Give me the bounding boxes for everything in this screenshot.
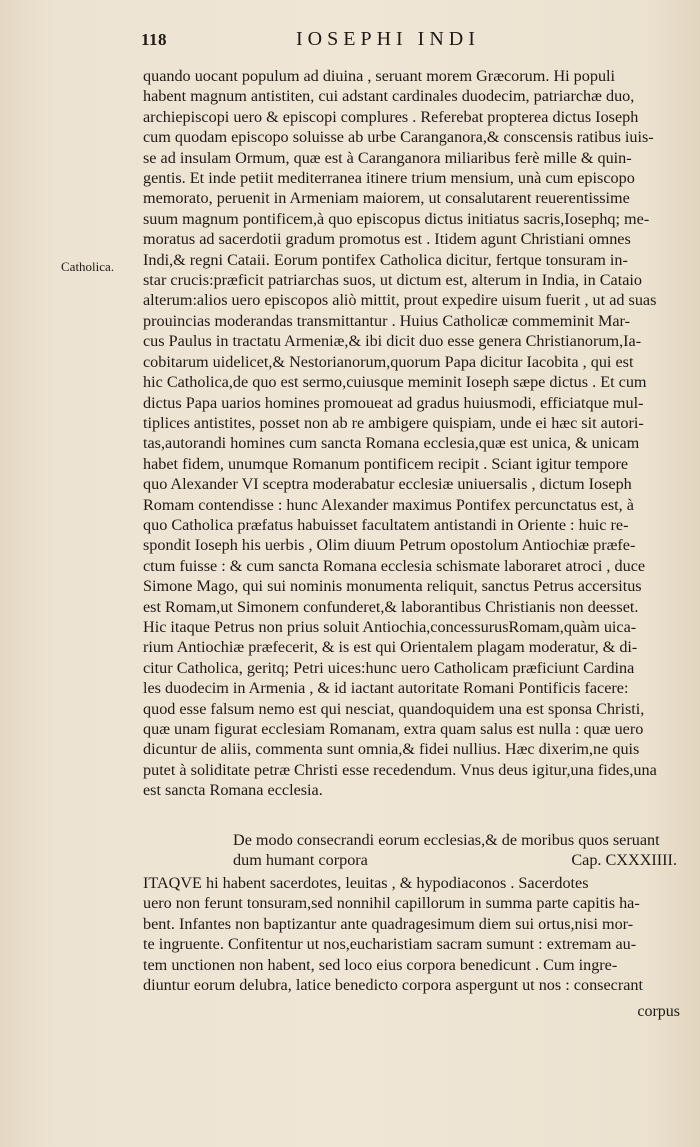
text-line: cobitarum uidelicet,& Nestorianorum,quorum Papa dicitur Iacobita , qui est xyxy=(143,352,634,371)
text-line: cus Paulus in tractatu Armeniæ,& ibi dicit duo esse genera Christianorum,Ia- xyxy=(143,332,642,351)
text-line: diuntur eorum delubra, latice benedicto corpora aspergunt ut nos : consecrant xyxy=(143,976,643,995)
text-line: se ad insulam Ormum, quæ est à Caranganora miliaribus ferè mille & quin- xyxy=(143,148,632,167)
catchword: corpus xyxy=(637,1003,680,1020)
text-line: tas,autorandi homines cum sancta Romana ecclesia,quæ est unica, & unicam xyxy=(143,434,640,453)
text-line: Hic itaque Petrus non prius soluit Antiochia,concessurusRomam,quàm uica- xyxy=(143,617,637,636)
body-text xyxy=(143,66,683,801)
text-line: Romam contendisse : hunc Alexander maximus Pontifex percunctatus est, à xyxy=(143,495,634,514)
text-line: citur Catholica, geritq; Petri uices:hunc uero Catholicam præficiunt Cardina xyxy=(143,658,635,677)
text-line: gentis. Et inde petiit mediterranea itinere trium mensium, unà cum episcopo xyxy=(143,169,635,188)
text-line: quod esse falsum nemo est qui nesciat, quandoquidem una est sponsa Christi, xyxy=(143,699,645,718)
text-line: prouincias moderandas transmittantur . Huius Catholicæ commeminit Mar- xyxy=(143,311,631,330)
text-line: moratus ad sacerdotii gradum promotus est . Itidem agunt Christiani omnes xyxy=(143,230,631,249)
text-line: tem unctionen non habent, sed loco eius corpora benedicunt . Cum ingre- xyxy=(143,955,618,974)
page-header xyxy=(141,28,550,52)
text-line: te ingruente. Confitentur ut nos,eucharistiam sacram sumunt : extremam au- xyxy=(143,935,637,954)
text-line: hic Catholica,de quo est sermo,cuiusque meminit Ioseph sæpe dictus . Et cum xyxy=(143,373,647,392)
text-line: quæ unam figurat ecclesiam Romanam, extra quam salus est nulla : quæ uero xyxy=(143,720,644,738)
text-line: bent. Infantes non baptizantur ante quadragesimum diem sui ortus,nisi mor- xyxy=(143,914,634,933)
text-line: est sancta Romana ecclesia. xyxy=(143,781,323,800)
text-line: Indi,& regni Cataii. Eorum pontifex Catholica dicitur, fertque tonsuram in- xyxy=(143,250,628,269)
text-line: putet à soliditate petræ Christi esse recedendum. Vnus deus igitur,una fides,una xyxy=(143,760,657,779)
chapter-heading xyxy=(233,830,683,871)
text-line: rium Antiochiæ præfecerit, & is est qui Orientalem plagam moderatur, & di- xyxy=(143,638,638,657)
text-line: cum quodam episcopo soluisse ab urbe Caranganora,& conscensis ratibus iuis- xyxy=(143,128,654,147)
text-line: ctum fuisse : & cum sancta Romana ecclesia schismate laboraret atroci , duce xyxy=(143,556,646,575)
text-line: dicuntur de aliis, commenta sunt omnia,& fidei nullius. Hæc dixerim,ne quis xyxy=(143,740,640,759)
text-line: habet fidem, unumque Romanum pontificem recipit . Sciant igitur tempore xyxy=(143,454,629,473)
text-line: ITAQVE hi habent sacerdotes, leuitas , & hypodiaconos . Sacerdotes xyxy=(143,874,589,892)
text-line: spondit Ioseph his uerbis , Olim diuum Petrum opostolum Antiochiæ præfe- xyxy=(143,536,636,555)
text-line: quando uocant populum ad diuina , seruant morem Græcorum. Hi populi xyxy=(143,67,616,85)
text-line: suum magnum pontificem,à quo episcopus dictus initiatus sacris,Iosephq; me- xyxy=(143,209,650,228)
margin-note: Catholica. xyxy=(61,259,115,274)
text-line: habent magnum antistiten, cui adstant cardinales duodecim, patriarchæ duo, xyxy=(143,87,635,106)
running-title: IOSEPHI INDI xyxy=(296,28,480,50)
text-line: memorato, peruenit in Armeniam maiorem, ut consalutarent reuerentissime xyxy=(143,189,630,208)
text-line: quo Catholica præfatus habuisset facultatem antistandi in Oriente : huic re- xyxy=(143,515,629,534)
chapter-number: Cap. CXXXIIII. xyxy=(571,851,677,870)
text-line: alterum:alios uero episcopos aliò mittit, prout expedire uisum fuerit , ut ad suas xyxy=(143,291,657,310)
chapter-body-text xyxy=(143,873,683,995)
text-line: quo Alexander VI sceptra moderabatur ecclesiæ uniuersalis , dictum Ioseph xyxy=(143,475,632,494)
text-line: les duodecim in Armenia , & id iactant autoritate Romani Pontificis facere: xyxy=(143,679,629,698)
text-line: tiplices antistites, posset non ab re ambigere quispiam, unde ei hæc sit autori- xyxy=(143,413,644,432)
text-line: star crucis:præficit patriarchas suos, ut dictum est, alterum in India, in Cataio xyxy=(143,271,642,290)
page-number: 118 xyxy=(141,30,168,49)
chapter-heading-line: De modo consecrandi eorum ecclesias,& de moribus quos seruant xyxy=(233,831,660,849)
chapter-heading-text: dum humant corpora xyxy=(233,851,368,870)
text-line: archiepiscopi uero & episcopi complures . Referebat propterea dictus Ioseph xyxy=(143,107,639,126)
text-line: uero non ferunt tonsuram,sed nonnihil capillorum in summa parte capitis ha- xyxy=(143,894,640,913)
text-line: est Romam,ut Simonem confunderet,& laborantibus Christianis non deesset. xyxy=(143,597,639,616)
chapter-heading-line xyxy=(233,850,683,870)
text-line: Simone Mago, qui sui nominis monumenta reliquit, sanctus Petrus accersitus xyxy=(143,577,642,596)
text-line: dictus Papa uarios homines promoueat ad gradus huiusmodi, efficiatque mul- xyxy=(143,393,644,412)
